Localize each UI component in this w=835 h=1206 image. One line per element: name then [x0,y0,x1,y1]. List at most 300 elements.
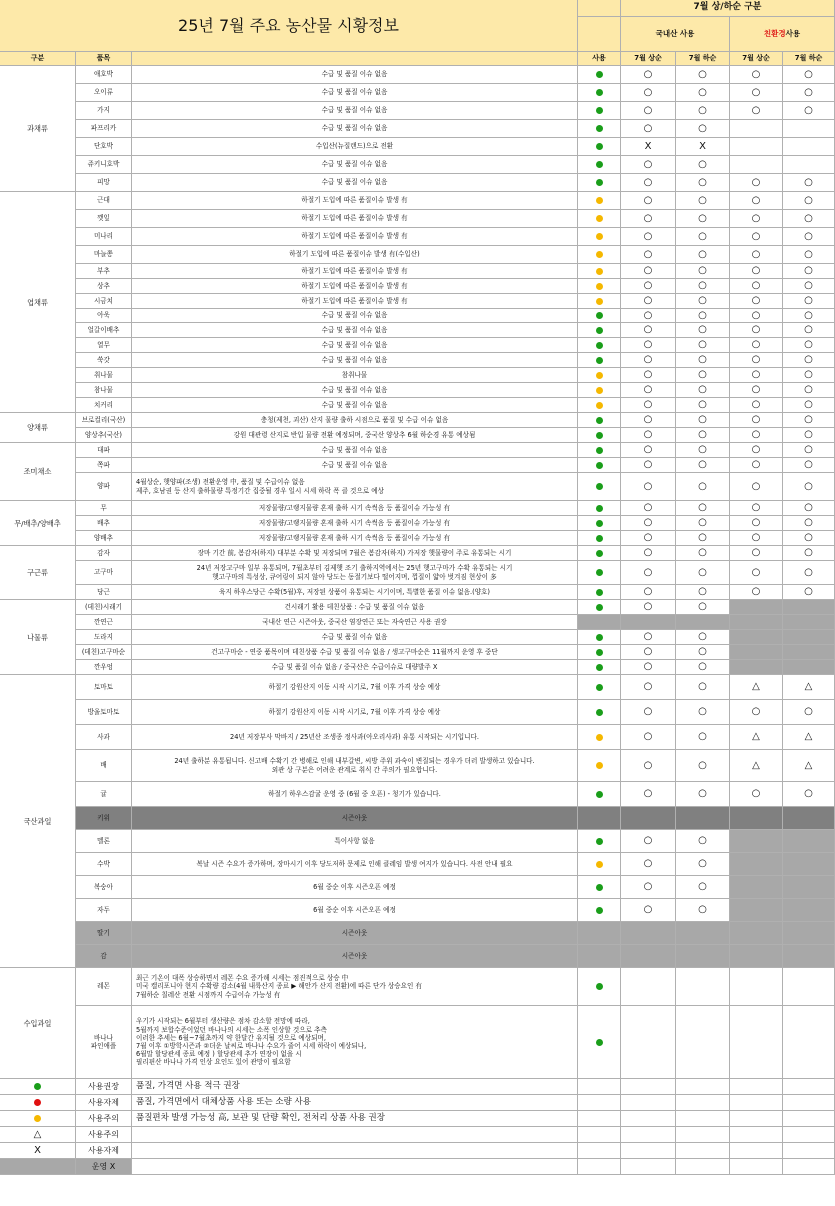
circle-mark: ○ [751,104,761,116]
circle-mark: ○ [698,429,707,440]
item-name: 아욱 [97,311,110,320]
group-name: 과채류 [27,124,48,133]
item-name: 깻잎 [97,214,110,223]
circle-mark: ○ [698,788,707,799]
item-name-cell [76,102,132,120]
period-header [621,0,835,17]
eco-down-cell [783,309,835,323]
legend-blank-cell [676,1095,730,1111]
item-name-cell [76,246,132,264]
item-description: 수급 및 품질 이슈 없음 [321,325,388,334]
use-status-cell [578,968,621,1006]
eco-up-cell [730,675,783,700]
use-status-cell [578,84,621,102]
eco-down-cell [783,630,835,645]
item-description: 최근 기온이 대폭 상승하면서 레몬 수요 증가해 시세는 점진적으로 상승 中 미국 캘리포니아 현지 수확량 감소(4월 내륙산지 종료 ▶ 해안가 산지 전환)에 따른 단가 상승요인 有 7월하순 칠레산 전환 시점까지 수급이슈 가능성 有 [136,974,423,999]
dom-down-cell [676,443,730,458]
eco-down-cell [783,228,835,246]
circle-mark: ○ [751,480,761,492]
eco-up-cell [730,138,783,156]
status-dot-green [596,664,603,671]
dom-up-cell [621,600,676,615]
legend-description: 품질편차 발생 가능성 高, 보관 및 단량 확인, 전처리 상품 사용 권장 [136,1113,385,1124]
dom-down-cell [676,398,730,413]
circle-mark: ○ [751,86,761,98]
dom-up-cell [621,968,676,1006]
dom-down-cell [676,876,730,899]
eco-down-cell [783,443,835,458]
item-name-cell [76,630,132,645]
item-name: 쥬키니호박 [87,160,120,169]
triangle-mark: △ [752,731,760,742]
eco-down-cell [783,210,835,228]
legend-dot-yellow [34,1115,41,1122]
eco-down-cell [783,585,835,600]
dom-down-cell [676,210,730,228]
circle-mark: ○ [751,502,761,513]
use-status-cell [578,210,621,228]
group-name-cell [0,675,76,968]
eco-down-cell [783,264,835,279]
use-status-cell [578,309,621,323]
dom-up-cell [621,309,676,323]
group-name: 양채류 [27,423,48,432]
legend-description-cell [132,1159,578,1175]
use-status-cell [578,246,621,264]
item-name: 부추 [97,266,110,275]
eco-up-cell [730,228,783,246]
circle-mark: ○ [643,566,653,578]
legend-blank-cell [621,1079,676,1095]
status-dot-green [596,432,603,439]
dom-down-cell [676,338,730,353]
legend-blank-cell [578,1111,621,1127]
legend-label-cell [76,1079,132,1095]
item-description-cell [132,138,578,156]
eco-down-cell [783,876,835,899]
dom-up-cell [621,398,676,413]
circle-mark: ○ [698,601,707,612]
circle-mark: ○ [698,904,707,915]
legend-blank-cell [676,1127,730,1143]
eco-up-cell [730,120,783,138]
legend-description-cell [132,1143,578,1159]
circle-mark: ○ [751,265,761,276]
item-description: 강원 대관령 산지로 반입 물량 전환 예정되며, 중국산 양상추 6월 하순경 유통 예상됨 [233,430,476,439]
dom-down-cell [676,309,730,323]
dom-down-cell [676,1006,730,1079]
status-dot-green [596,838,603,845]
item-name-cell [76,830,132,853]
item-description-cell [132,228,578,246]
legend-blank-cell [578,1159,621,1175]
item-description-cell [132,546,578,561]
circle-mark: ○ [643,788,653,799]
status-dot-yellow [596,283,603,290]
item-description-cell [132,192,578,210]
item-name-cell [76,750,132,782]
item-name-cell [76,501,132,516]
dom-up-cell [621,192,676,210]
use-status-cell [578,750,621,782]
circle-mark: ○ [751,399,761,410]
circle-mark: ○ [698,586,707,597]
circle-mark: ○ [804,788,813,799]
eco-down-cell [783,561,835,585]
eco-down-cell [783,338,835,353]
item-description: 24년 저장고구마 일부 유통되며, 7월초부터 김제햇 조기 출하지역에서는 25년 햇고구마가 수확 유통되는 시기 햇고구마의 특성상, 큐어링이 되지 않아 당도는 동절기보다 떨어지며, 껍질이 얇아 벗겨짐 현상이 多 [196,564,513,581]
item-name-cell [76,876,132,899]
item-name: 얼갈이배추 [87,325,120,334]
legend-blank-cell [578,1143,621,1159]
eco-up-cell [730,338,783,353]
circle-mark: ○ [804,212,813,224]
circle-mark: ○ [698,399,707,410]
item-description-cell [132,398,578,413]
circle-mark: ○ [643,212,653,224]
dom-up-cell [621,1006,676,1079]
item-name-cell [76,443,132,458]
status-dot-green [596,462,603,469]
item-description: 수급 및 품질 이슈 없음 [321,70,388,79]
item-name: (데친)고구마순 [81,647,126,656]
use-status-cell [578,279,621,294]
circle-mark: ○ [643,759,653,771]
legend-blank-cell [730,1111,783,1127]
eco-down-cell [783,945,835,968]
item-name-cell [76,807,132,830]
eco-up-cell [730,750,783,782]
circle-mark: ○ [804,414,813,425]
circle-mark: ○ [698,858,707,869]
col-eco-up-header-text: 7월 상순 [742,54,770,63]
item-description: 하절기 도입에 따른 품질이슈 발생 有(수입산) [289,250,420,259]
circle-mark: ○ [698,280,707,291]
eco-up-cell [730,210,783,228]
circle-mark: ○ [698,459,707,470]
item-description: 건고구마순 - 연중 품목이며 데친상품 수급 및 품질 이슈 없음 / 생고구마순은 11월까지 운영 후 중단 [211,647,498,656]
circle-mark: ○ [804,354,813,365]
dom-down-cell [676,279,730,294]
legend-blank-cell [730,1127,783,1143]
circle-mark: ○ [698,176,707,188]
status-dot-yellow [596,298,603,305]
use-status-cell [578,600,621,615]
eco-down-cell [783,473,835,501]
eco-down-cell [783,120,835,138]
dom-up-cell [621,368,676,383]
item-name-cell [76,899,132,922]
circle-mark: ○ [804,295,813,306]
item-description: 수급 및 품질 이슈 없음 [321,178,388,187]
legend-blank-cell [783,1159,835,1175]
eco-up-cell [730,899,783,922]
item-description-cell [132,279,578,294]
circle-mark: ○ [751,444,761,455]
eco-header-suffix: 사용 [785,29,801,39]
circle-mark: ○ [804,459,813,470]
use-status-cell [578,228,621,246]
use-status-cell [578,675,621,700]
item-description: 수급 및 품질 이슈 없음 [321,106,388,115]
circle-mark: ○ [751,339,761,350]
circle-mark: ○ [698,547,707,558]
legend-blank-cell [783,1095,835,1111]
group-name-cell [0,413,76,443]
dom-up-cell [621,630,676,645]
circle-mark: ○ [804,399,813,410]
circle-mark: ○ [751,369,761,380]
legend-label: 운영 X [91,1161,116,1171]
item-description-cell [132,585,578,600]
use-status-cell [578,398,621,413]
circle-mark: ○ [698,324,707,335]
item-description: 6월 중순 이후 시즌오픈 예정 [313,905,396,914]
item-description: 하절기 하우스감귤 운영 중 (6월 중 오픈) - 청기가 있습니다. [268,789,441,798]
circle-mark: ○ [698,681,707,692]
item-name: 상추 [97,281,110,290]
eco-header-label: 친환경 [763,29,786,39]
circle-mark: ○ [698,444,707,455]
legend-x-mark: X [34,1144,41,1156]
circle-mark: ○ [751,414,761,425]
item-description: 특이사항 없음 [334,836,375,845]
item-description-cell [132,458,578,473]
circle-mark: ○ [643,480,653,492]
eco-up-cell [730,294,783,309]
circle-mark: ○ [698,68,707,80]
dom-up-cell [621,585,676,600]
circle-mark: ○ [751,212,761,224]
item-name-cell [76,922,132,945]
eco-down-cell [783,368,835,383]
dom-up-cell [621,945,676,968]
group-name: 구근류 [27,568,48,577]
col-eco-up-header [730,52,783,66]
circle-mark: ○ [751,295,761,306]
item-description-cell [132,660,578,675]
status-dot-green [596,791,603,798]
circle-mark: ○ [698,194,707,206]
status-dot-green [596,342,603,349]
item-description-cell [132,615,578,630]
item-description: 하절기 도입에 따른 품질이슈 발생 有 [301,232,408,241]
dom-up-cell [621,645,676,660]
circle-mark: ○ [698,230,707,242]
dom-up-cell [621,531,676,546]
group-name: 수입과일 [23,1018,52,1028]
eco-up-cell [730,531,783,546]
item-name: 가지 [97,106,110,115]
col-dom-up-header [621,52,676,66]
item-description-cell [132,473,578,501]
item-name: 사과 [97,732,110,741]
item-description: 충청(제천, 괴산) 산지 물량 출하 시점으로 품질 및 수급 이슈 없음 [260,415,449,424]
eco-up-cell [730,174,783,192]
item-description: 하절기 도입에 따른 품질이슈 발생 有 [301,214,408,223]
item-description-cell [132,156,578,174]
item-description-cell [132,700,578,725]
item-name: 멜론 [97,836,110,845]
dom-down-cell [676,830,730,853]
item-name: 애호박 [93,70,114,79]
triangle-mark: △ [804,759,813,771]
eco-down-cell [783,156,835,174]
use-status-cell [578,561,621,585]
legend-blank-cell [730,1143,783,1159]
eco-up-cell [730,600,783,615]
use-status-cell [578,120,621,138]
col-eco-down-header [783,52,835,66]
use-status-cell [578,353,621,368]
item-description: 수급 및 품질 이슈 없음 [321,445,388,454]
item-description: 건시래기 활용 데친상품 : 수급 및 품질 이슈 없음 [284,602,425,611]
item-name: 브로컬리(국산) [81,415,126,424]
eco-down-cell [783,899,835,922]
use-status-cell [578,630,621,645]
eco-down-cell [783,323,835,338]
circle-mark: ○ [698,731,707,742]
use-status-cell [578,413,621,428]
legend-label: 사용자제 [88,1097,119,1107]
circle-mark: ○ [643,429,653,440]
dom-up-cell [621,353,676,368]
legend-label-cell [76,1159,132,1175]
item-name: 치커리 [93,400,114,409]
eco-up-cell [730,853,783,876]
item-name-cell [76,968,132,1006]
item-name: 자두 [97,905,110,914]
dom-up-cell [621,561,676,585]
legend-label: 사용권장 [88,1081,119,1091]
status-dot-green [596,550,603,557]
item-name-cell [76,675,132,700]
dom-up-cell [621,660,676,675]
eco-down-cell [783,398,835,413]
status-dot-green [596,107,603,114]
item-description-cell [132,443,578,458]
eco-down-cell [783,830,835,853]
item-description-cell [132,338,578,353]
circle-mark: ○ [698,414,707,425]
item-description-cell [132,264,578,279]
dom-up-cell [621,246,676,264]
circle-mark: ○ [643,194,653,206]
circle-mark: ○ [643,309,653,321]
col-group-header-text: 구분 [30,54,45,63]
dom-down-cell [676,922,730,945]
eco-up-cell [730,922,783,945]
circle-mark: ○ [804,265,813,276]
circle-mark: ○ [804,230,813,242]
item-name: 방울토마토 [87,707,120,716]
status-dot-green [596,357,603,364]
group-name: 나물류 [27,632,48,642]
eco-down-cell [783,645,835,660]
col-dom-down-header [676,52,730,66]
dom-up-cell [621,413,676,428]
circle-mark: ○ [698,158,707,170]
group-name-cell [0,600,76,675]
circle-mark: ○ [751,547,761,558]
item-description: 수급 및 품질 이슈 없음 [321,400,388,409]
dom-up-cell [621,899,676,922]
status-dot-green [596,907,603,914]
dom-up-cell [621,830,676,853]
eco-up-cell [730,156,783,174]
dom-down-cell [676,66,730,84]
header-blank-mid [578,17,621,52]
circle-mark: ○ [698,212,707,224]
item-name-cell [76,725,132,750]
group-name: 국산과일 [23,816,52,826]
circle-mark: ○ [643,399,653,410]
eco-up-cell [730,660,783,675]
circle-mark: ○ [643,631,653,642]
legend-symbol-cell [0,1079,76,1095]
item-name-cell [76,323,132,338]
status-dot-green [596,143,603,150]
item-name: 당근 [97,587,110,596]
dom-up-cell [621,138,676,156]
legend-label-cell [76,1143,132,1159]
item-name-cell [76,516,132,531]
item-description: 수급 및 품질 이슈 없음 [321,88,388,97]
item-description: 저장물량/고랭지물량 혼재 출하 시기 속썩음 등 품질이슈 가능성 有 [258,518,451,527]
status-dot-green [596,483,603,490]
dom-down-cell [676,675,730,700]
col-use-header-text: 사용 [592,54,606,63]
eco-down-cell [783,853,835,876]
circle-mark: ○ [698,532,707,543]
circle-mark: ○ [698,881,707,892]
group-name-cell [0,192,76,413]
eco-up-cell [730,413,783,428]
circle-mark: ○ [643,104,653,116]
eco-up-cell [730,876,783,899]
item-name: 피망 [97,178,110,187]
dom-down-cell [676,383,730,398]
legend-symbol-cell [0,1127,76,1143]
legend-description-cell [132,1111,578,1127]
group-name: 조미채소 [23,467,52,476]
item-description: 24년 저장부사 막바지 / 25년산 조생종 정사과(아오리사과) 유통 시작되는 시기입니다. [230,732,479,741]
circle-mark: ○ [751,354,761,365]
dom-up-cell [621,725,676,750]
eco-down-cell [783,615,835,630]
eco-up-cell [730,428,783,443]
circle-mark: ○ [698,631,707,642]
item-name-cell [76,120,132,138]
dom-down-cell [676,968,730,1006]
eco-down-cell [783,102,835,120]
status-dot-green [596,634,603,641]
circle-mark: ○ [751,230,761,242]
circle-mark: ○ [643,369,653,380]
legend-blank-cell [578,1079,621,1095]
page-title-cell [0,0,578,52]
use-status-cell [578,531,621,546]
item-description-cell [132,922,578,945]
circle-mark: ○ [804,547,813,558]
circle-mark: ○ [698,339,707,350]
circle-mark: ○ [804,280,813,291]
circle-mark: ○ [698,661,707,672]
circle-mark: ○ [804,86,813,98]
dom-down-cell [676,750,730,782]
eco-down-cell [783,725,835,750]
item-description-cell [132,750,578,782]
